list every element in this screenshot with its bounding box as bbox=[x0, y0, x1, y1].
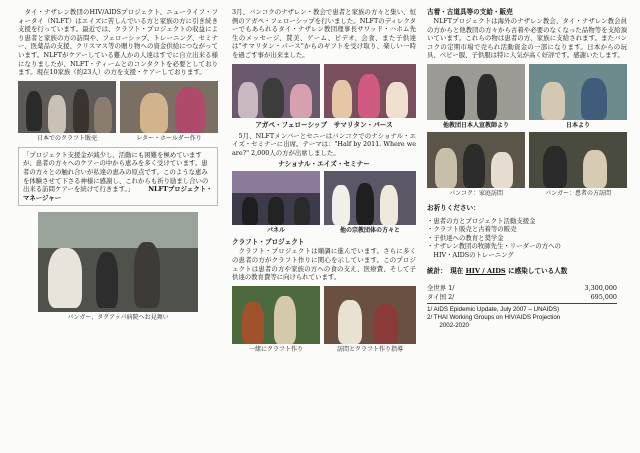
photo-row-visits bbox=[427, 132, 627, 198]
photo-letter-holder-caption: レター・ホールダー作り bbox=[136, 134, 202, 142]
prayer-item: ・子供達への教育と奨学金 bbox=[427, 233, 504, 242]
stats-title bbox=[427, 267, 627, 276]
used-goods-paragraph: NLFTプロジェクトは海外のナザレン教会、タイ・ナザレン教会員の方からと他教団の方々から古着や必要のなくなった品物等を支給頂いています。これらの物は患者の方、家族に支給されます。またバンコクの定期市場で売られ活動資金の一部になります。日本からの玩具、ベビー服、子供服は特に人気が高く好評です。感謝いたします。 bbox=[427, 17, 627, 60]
photo-hospital-block bbox=[18, 212, 218, 322]
manager-quote bbox=[18, 147, 218, 207]
agape-paragraph: 3月、バンコクのナザレン・教会で患者と家族の方々と集い、恒例のアガペ・フェローシップを行いました。NLFTのディレクターでもあられるタイ・ナザレン教団理事長サワッド・ハホム先生のメッセージ、賛美、ゲーム、ビデオ、会食、また子供達は"サマリタン・パース"からのギフトを受け取り、楽しい一時を過ごす事が出来ました。 bbox=[232, 8, 416, 59]
prayer-list bbox=[427, 217, 627, 260]
photo-patient-visit bbox=[529, 132, 627, 188]
photo-row-seminar bbox=[232, 171, 416, 235]
stats-title-prefix: 統計： 現在 bbox=[427, 267, 466, 276]
photo-letter-holder bbox=[120, 81, 218, 133]
seminar-heading: ナショナル・エイズ・セミナー bbox=[278, 160, 370, 169]
photo-from-japan bbox=[529, 64, 627, 120]
photo-religious-groups bbox=[324, 171, 416, 225]
craft-paragraph: クラフト・プロジェクトは順調に進んでいます。さらに多くの患者の方がクラフト作りに関心を示しています。このプロジェクトは患者の方や家族の方への食の支え、医療費、そして子供達の教育費等に向けられています。 bbox=[232, 247, 416, 282]
agape-photo-caption: アガペ・フェローシップ サマリタン・パース bbox=[255, 120, 393, 129]
photo-hospital-caption: バンガー、タクアッパ病院へお見舞い bbox=[67, 314, 169, 322]
photo-craft-guidance-caption: 訪問とクラフト作り指導 bbox=[336, 345, 403, 353]
photo-home-visit bbox=[427, 132, 525, 188]
photo-craft-sale-caption: 日本でのクラフト販売 bbox=[36, 134, 97, 142]
photo-row-donations bbox=[427, 64, 627, 130]
photo-from-japan-block bbox=[529, 64, 627, 130]
photo-missionary-caption: 他教団日本人宣教師より bbox=[442, 121, 509, 129]
seminar-paragraph: 5月、NLFTメンバーとセニーはバンコクでのナショナル・エイズ・セミナーに出席。テーマは："Half by 2011. Where we are?" 2,000人の方が出席しました。 bbox=[232, 131, 416, 157]
footnote: 2002-2020 bbox=[427, 322, 469, 330]
photo-row-top bbox=[18, 81, 218, 143]
stats-divider bbox=[427, 303, 617, 304]
column-left bbox=[18, 8, 218, 322]
stat-row-world bbox=[427, 284, 617, 293]
photo-craft-sale-block bbox=[18, 81, 116, 143]
prayer-item: ・患者の方とプロジェクト活動支援金 bbox=[427, 216, 536, 225]
photo-panel-block bbox=[232, 171, 320, 235]
photo-craft-together-block bbox=[232, 286, 320, 354]
photo-home-visit-caption: バンコク：家庭訪問 bbox=[448, 189, 503, 197]
stats-title-suffix: に感染している人数 bbox=[505, 267, 568, 276]
photo-religious-block bbox=[324, 171, 416, 235]
photo-row-craft bbox=[232, 286, 416, 354]
prayer-item: ・ナザレン教団の牧師先生・リーダーの方への bbox=[427, 242, 561, 251]
stats-title-hiv: HIV / AIDS bbox=[465, 267, 506, 276]
column-middle bbox=[232, 8, 416, 354]
photo-letter-holder-block bbox=[120, 81, 218, 143]
quote-text: 「プロジェクト支援金が減少し、活動にも困難を極めていますが、患者の方々へのケアーの中から恵みを多く受けています。患者の方々との触れ合いが私達の恵みの原点です。このような恵みを体験させて下さる神様に感謝し、これからも祈り励まし合いの出来る訪問ケアーを続けて行きます。」 bbox=[23, 150, 209, 194]
photo-craft-sale bbox=[18, 81, 116, 133]
prayer-item: HIV・AIDSのトレーニング bbox=[427, 250, 514, 259]
photo-craft-guidance-block bbox=[324, 286, 416, 354]
photo-missionary-block bbox=[427, 64, 525, 130]
stat-value: 695,000 bbox=[590, 292, 617, 301]
photo-patient-visit-caption: バンガー：患者の方訪問 bbox=[544, 189, 611, 197]
stat-label: タイ国 2/ bbox=[427, 292, 455, 301]
prayer-heading: お祈りください： bbox=[427, 203, 480, 212]
photo-patient-visit-block bbox=[529, 132, 627, 198]
intro-paragraph: タイ・ナザレン教団のHIV/AIDSプロジェクト、ニューライフ・フォータイ（NLFT）はエイズに苦しんでいる方と家族の方に引き続き支援を行っています。最近では、クラフト・プロジェクトの収益により患者と家族の方の訪問や、フェローシップ、トレーニング、セミナー、医薬品の支援、クリスマス等の贈り物への資金供給につながっています。NLFTがケアーしている難人かの人達はすでに自立出来る様になりましたが、NLFT・ティームとのコンタクトを必要としております。現在10家族（約23人）の方を支援・ケアーしております。 bbox=[18, 8, 218, 77]
photo-craft-together bbox=[232, 286, 320, 344]
footnote: 1/ AIDS Epidemic Update, July 2007 – UNAIDS) bbox=[427, 306, 560, 314]
stat-label: 全世界 1/ bbox=[427, 284, 455, 293]
photo-craft-guidance bbox=[324, 286, 416, 344]
photo-home-visit-block bbox=[427, 132, 525, 198]
photo-row-agape bbox=[232, 64, 416, 118]
photo-panel-caption: パネル bbox=[266, 227, 285, 235]
photo-religious-caption: 他の宗教団体の方々と bbox=[339, 227, 400, 235]
photo-craft-together-caption: 一緒にクラフト作り bbox=[248, 345, 303, 353]
photo-missionary bbox=[427, 64, 525, 120]
craft-project-heading: クラフト・プロジェクト bbox=[232, 238, 305, 247]
stats-table bbox=[427, 284, 617, 301]
footnotes bbox=[427, 306, 627, 330]
footnote: 2/ THAI Working Groups on HIV/AIDS Projection bbox=[427, 314, 561, 322]
prayer-item: ・クラフト販売と古着等の販売 bbox=[427, 225, 517, 234]
photo-samaritan-purse bbox=[324, 64, 416, 118]
stat-row-thailand bbox=[427, 293, 617, 302]
photo-hospital-visit bbox=[38, 212, 198, 312]
quote-attribution: NLFTプロジェクト・マネージャー bbox=[23, 185, 213, 202]
used-goods-heading: 古着・古道具等の支給・販売 bbox=[427, 8, 513, 16]
stat-value: 3,300,000 bbox=[584, 284, 617, 293]
photo-from-japan-caption: 日本より bbox=[565, 121, 590, 129]
photo-agape-fellowship bbox=[232, 64, 320, 118]
photo-panel bbox=[232, 171, 320, 225]
column-right bbox=[427, 8, 627, 330]
